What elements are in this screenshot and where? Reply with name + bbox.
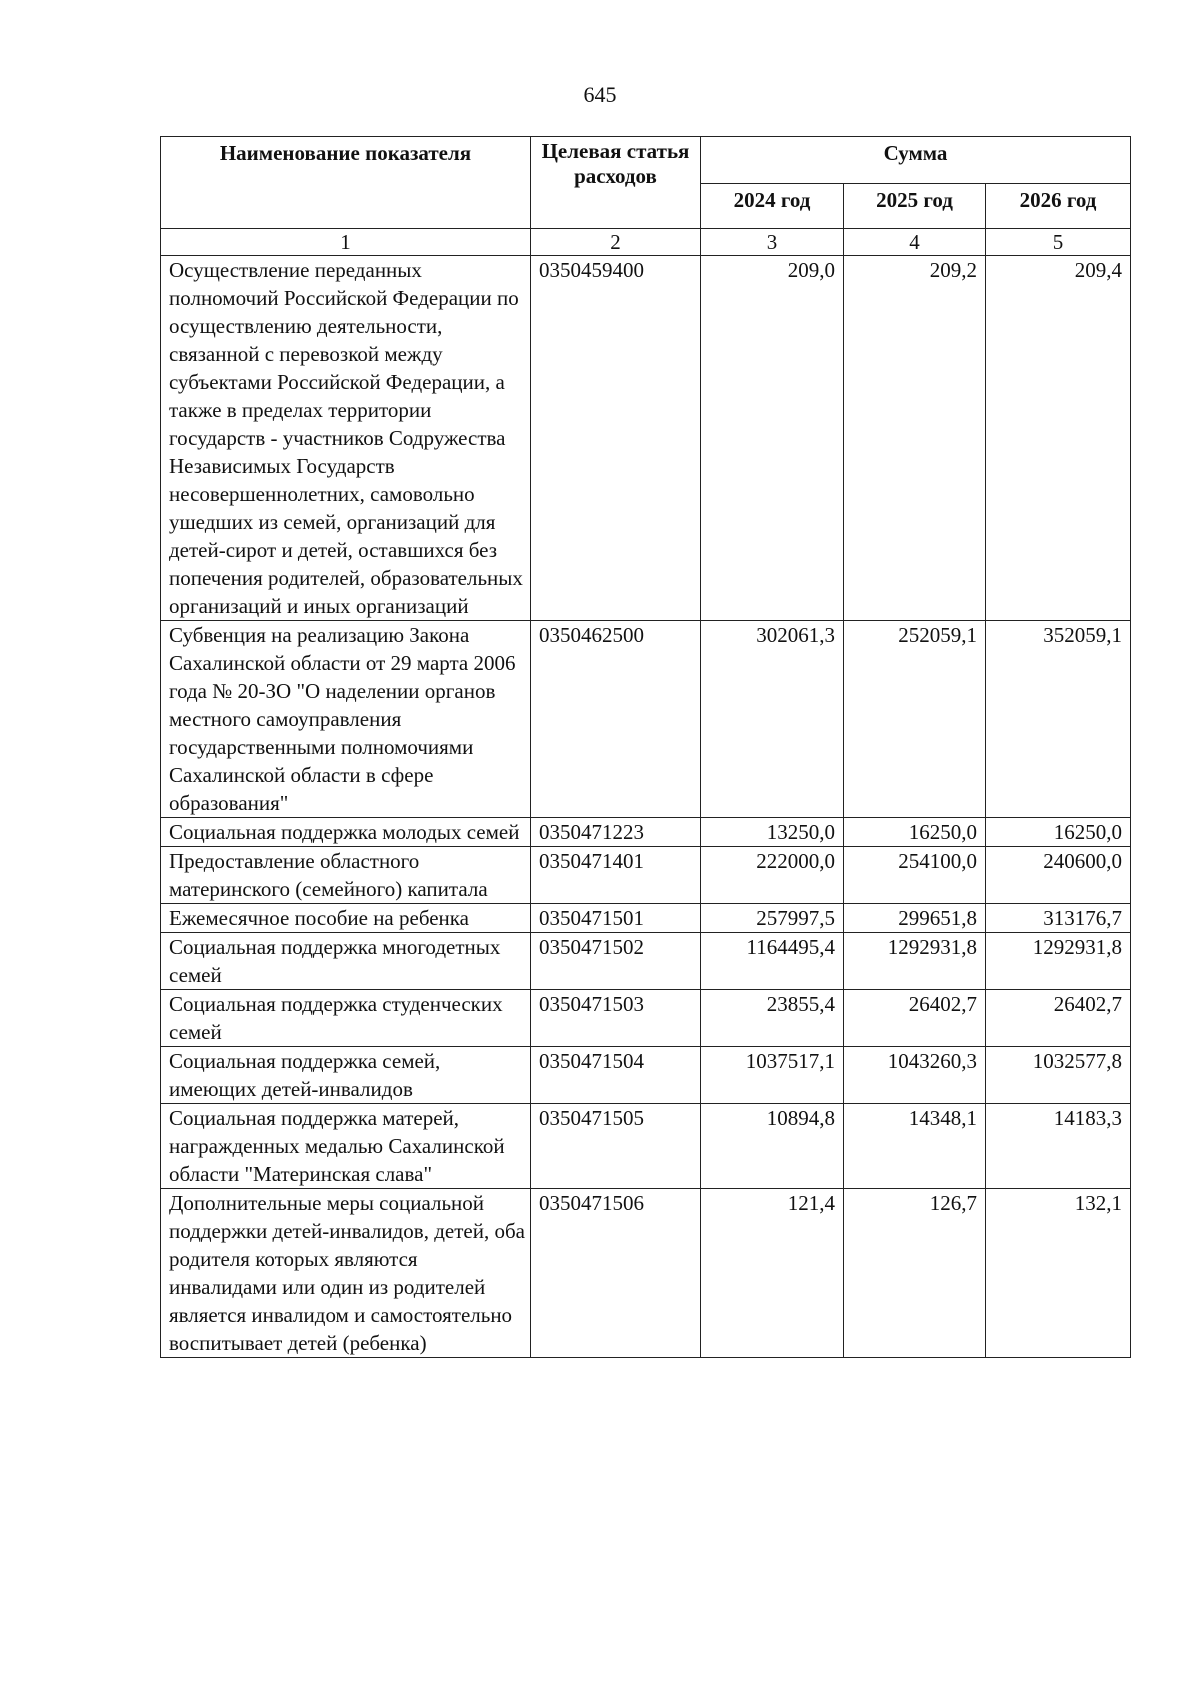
value-2024: 209,0 (701, 256, 844, 621)
table-row (161, 847, 1131, 904)
header-year-2025: 2025 год (844, 184, 986, 229)
value-2024: 257997,5 (701, 904, 844, 933)
target-article-code: 0350471223 (531, 818, 701, 847)
indicator-name: Дополнительные меры социальной поддержки детей-инвалидов, детей, оба родителя которых являются инвалидами или один из родителей является инвалидом и самостоятельно воспитывает детей (ребенка) (161, 1189, 531, 1358)
value-2024: 13250,0 (701, 818, 844, 847)
indicator-name: Ежемесячное пособие на ребенка (161, 904, 531, 933)
target-article-code: 0350471502 (531, 933, 701, 990)
target-article-code: 0350471505 (531, 1104, 701, 1189)
target-article-code: 0350462500 (531, 621, 701, 818)
indicator-name: Социальная поддержка многодетных семей (161, 933, 531, 990)
target-article-code: 0350471504 (531, 1047, 701, 1104)
value-2026: 352059,1 (986, 621, 1131, 818)
column-number: 4 (844, 229, 986, 256)
value-2026: 209,4 (986, 256, 1131, 621)
table-row (161, 1104, 1131, 1189)
table-row (161, 818, 1131, 847)
table-row (161, 256, 1131, 621)
indicator-name: Социальная поддержка семей, имеющих детей-инвалидов (161, 1047, 531, 1104)
column-number: 1 (161, 229, 531, 256)
value-2025: 1043260,3 (844, 1047, 986, 1104)
value-2024: 302061,3 (701, 621, 844, 818)
target-article-code: 0350471401 (531, 847, 701, 904)
table-row (161, 1189, 1131, 1358)
value-2025: 1292931,8 (844, 933, 986, 990)
indicator-name: Осуществление переданных полномочий Российской Федерации по осуществлению деятельности, связанной с перевозкой между субъектами Российской Федерации, а также в пределах территории государств - участников Содружества Независимых Государств несовершеннолетних, самовольно ушедших из семей, организаций для детей-сирот и детей, оставшихся без попечения родителей, образовательных организаций и иных организаций (161, 256, 531, 621)
value-2025: 254100,0 (844, 847, 986, 904)
value-2026: 16250,0 (986, 818, 1131, 847)
column-number: 3 (701, 229, 844, 256)
table-row (161, 990, 1131, 1047)
value-2025: 26402,7 (844, 990, 986, 1047)
header-year-2024: 2024 год (701, 184, 844, 229)
table-row (161, 621, 1131, 818)
table-row (161, 1047, 1131, 1104)
value-2026: 132,1 (986, 1189, 1131, 1358)
indicator-name: Социальная поддержка молодых семей (161, 818, 531, 847)
value-2024: 121,4 (701, 1189, 844, 1358)
target-article-code: 0350471506 (531, 1189, 701, 1358)
value-2024: 23855,4 (701, 990, 844, 1047)
target-article-code: 0350471501 (531, 904, 701, 933)
column-number: 2 (531, 229, 701, 256)
target-article-code: 0350471503 (531, 990, 701, 1047)
value-2025: 126,7 (844, 1189, 986, 1358)
value-2026: 1032577,8 (986, 1047, 1131, 1104)
header-indicator-name: Наименование показателя (161, 137, 531, 229)
header-sum: Сумма (701, 137, 1131, 184)
value-2025: 16250,0 (844, 818, 986, 847)
indicator-name: Предоставление областного материнского (семейного) капитала (161, 847, 531, 904)
table-header (161, 137, 1131, 256)
column-number: 5 (986, 229, 1131, 256)
header-target-article: Целевая статья расходов (531, 137, 701, 229)
value-2026: 26402,7 (986, 990, 1131, 1047)
value-2025: 299651,8 (844, 904, 986, 933)
value-2026: 1292931,8 (986, 933, 1131, 990)
header-year-2026: 2026 год (986, 184, 1131, 229)
column-numbers-row (161, 229, 1131, 256)
table-body (161, 256, 1131, 1358)
value-2025: 252059,1 (844, 621, 986, 818)
table-row (161, 933, 1131, 990)
value-2024: 222000,0 (701, 847, 844, 904)
value-2026: 313176,7 (986, 904, 1131, 933)
value-2025: 14348,1 (844, 1104, 986, 1189)
value-2025: 209,2 (844, 256, 986, 621)
target-article-code: 0350459400 (531, 256, 701, 621)
budget-table (160, 136, 1131, 1358)
page-number: 645 (583, 82, 617, 107)
value-2026: 14183,3 (986, 1104, 1131, 1189)
indicator-name: Социальная поддержка студенческих семей (161, 990, 531, 1047)
value-2026: 240600,0 (986, 847, 1131, 904)
indicator-name: Субвенция на реализацию Закона Сахалинской области от 29 марта 2006 года № 20-ЗО "О наделении органов местного самоуправления государственными полномочиями Сахалинской области в сфере образования" (161, 621, 531, 818)
table-row (161, 904, 1131, 933)
indicator-name: Социальная поддержка матерей, награжденных медалью Сахалинской области "Материнская слава" (161, 1104, 531, 1189)
value-2024: 10894,8 (701, 1104, 844, 1189)
value-2024: 1164495,4 (701, 933, 844, 990)
value-2024: 1037517,1 (701, 1047, 844, 1104)
